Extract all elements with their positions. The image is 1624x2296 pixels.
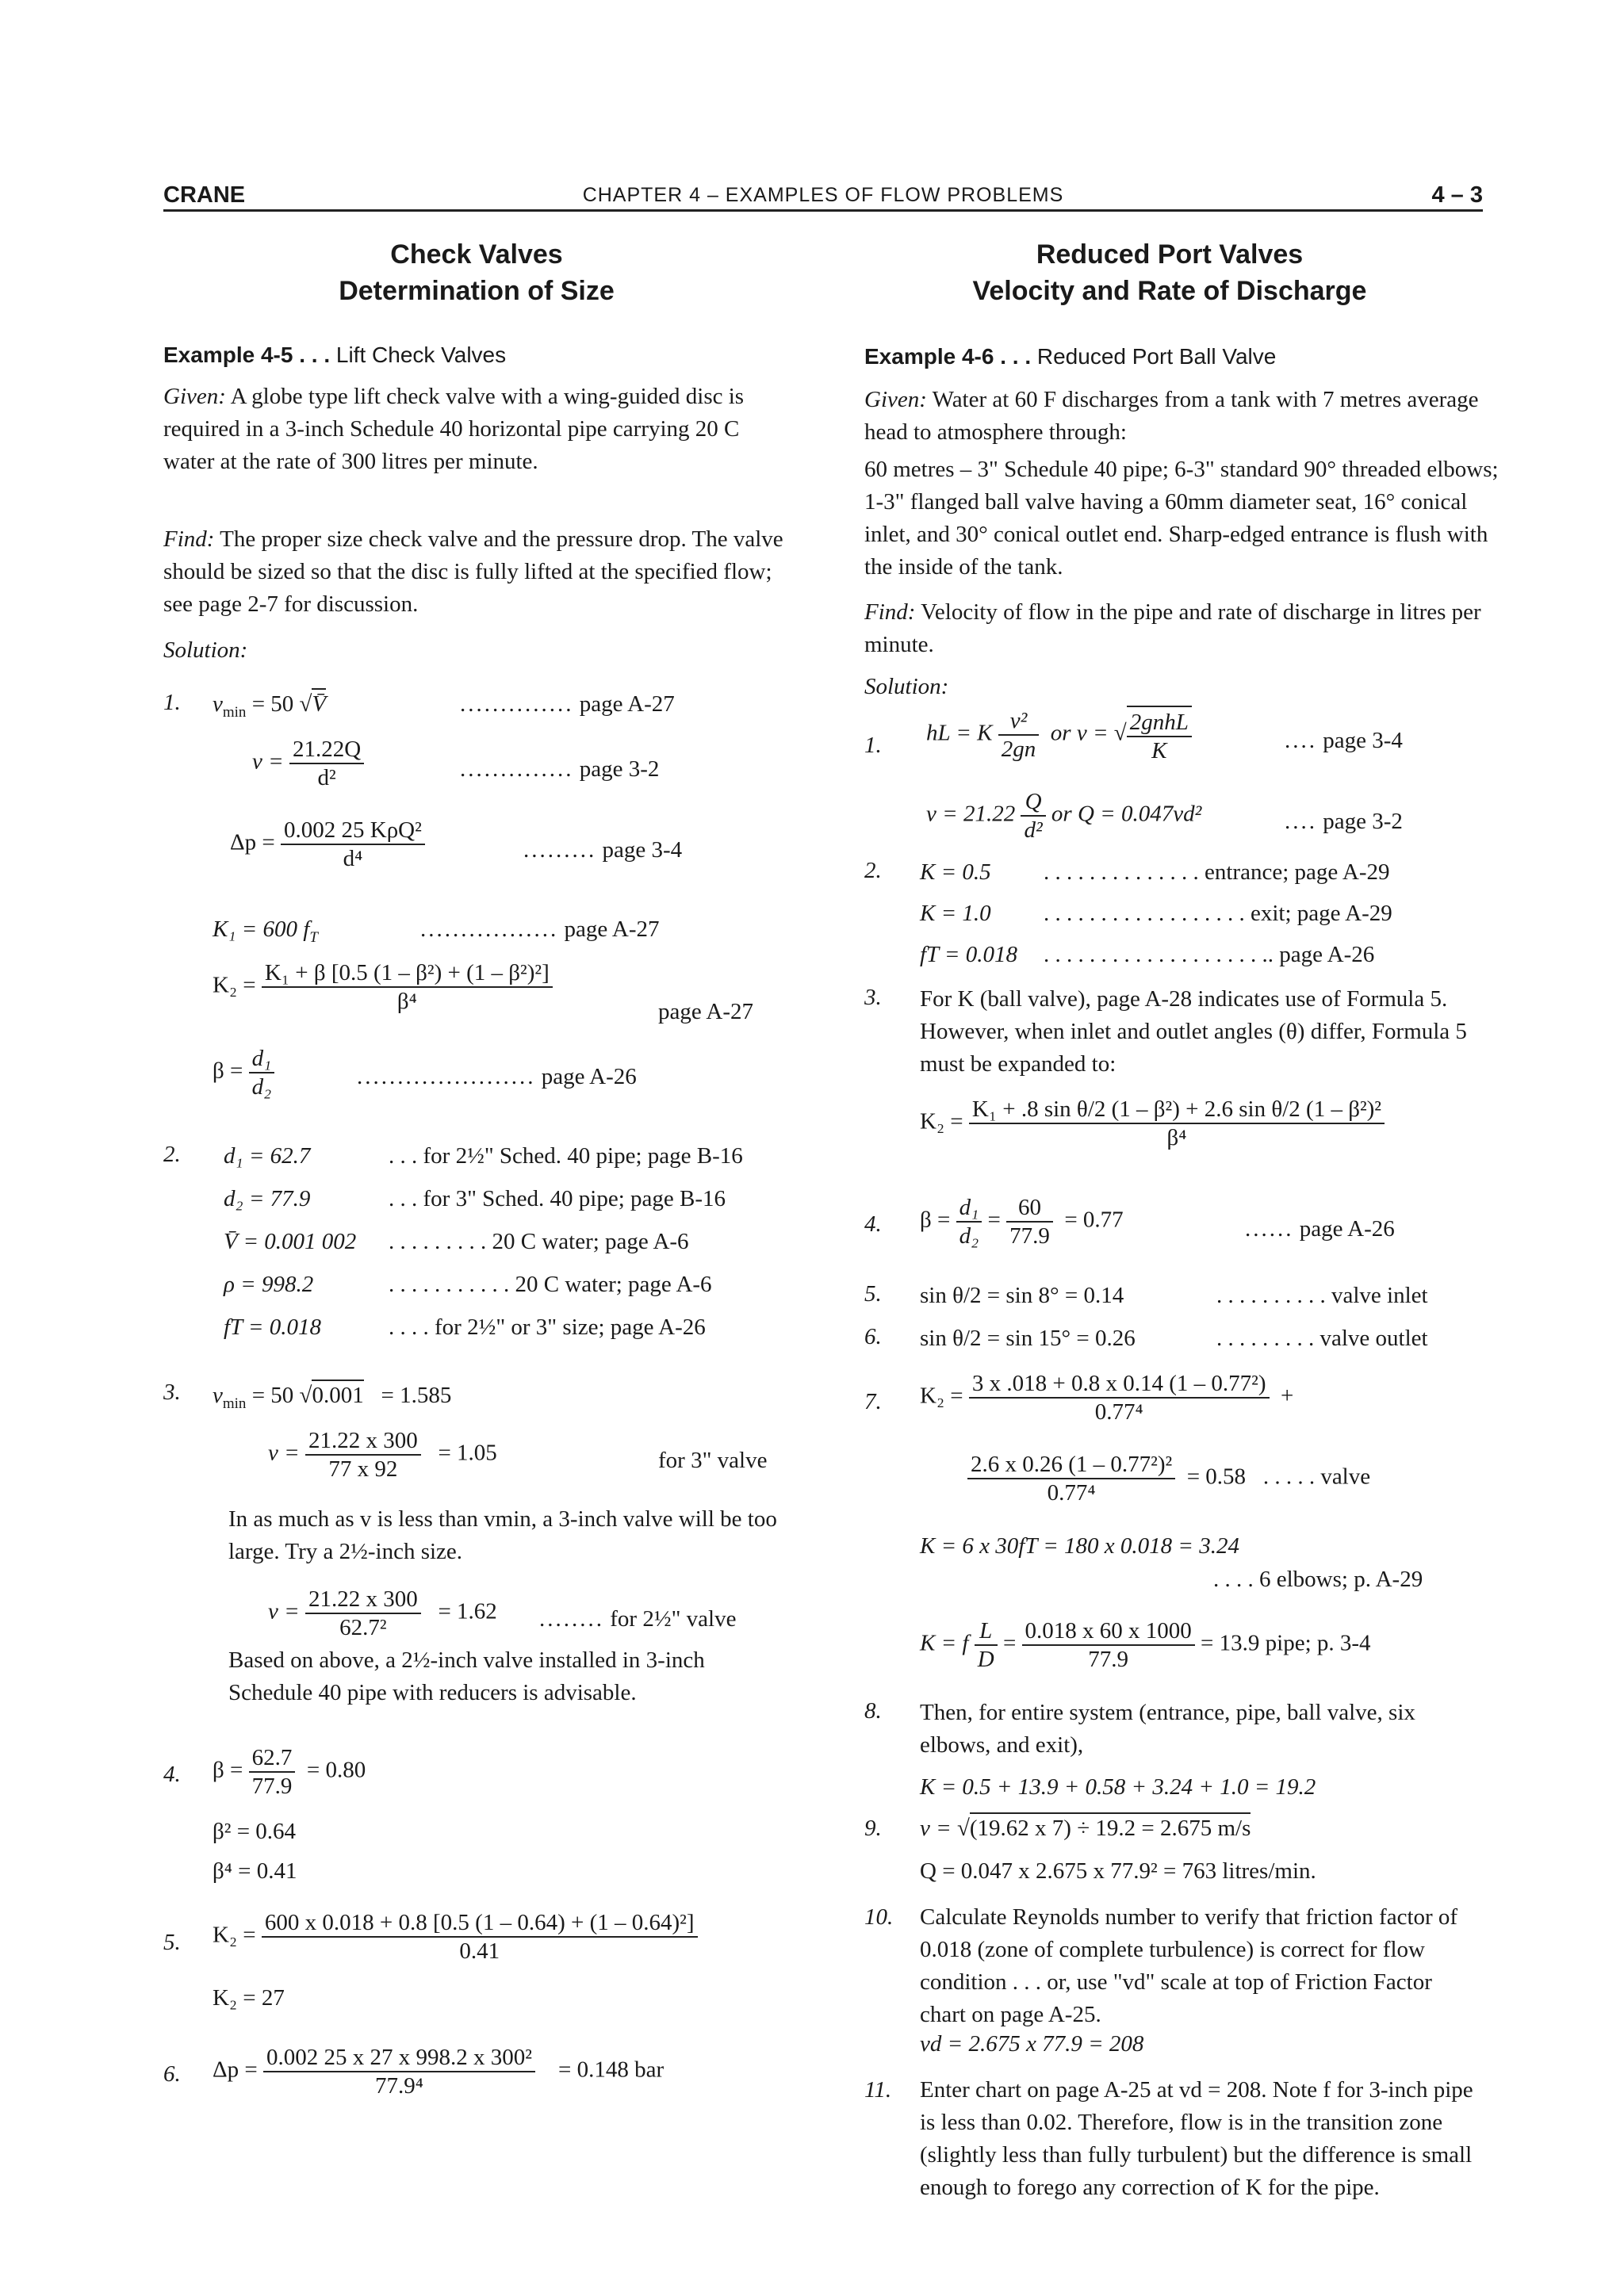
dp-num: 0.002 25 x 27 x 998.2 x 300²: [263, 2044, 535, 2072]
k-pipe: [920, 1617, 1371, 1673]
k2-num: K₁ + β [0.5 (1 – β²) + (1 – β²)²]: [262, 959, 553, 988]
left-title-line1: Check Valves: [390, 239, 563, 270]
v-result: = 1.05: [438, 1440, 497, 1466]
k-elbows: K = 6 x 30fT = 180 x 0.018 = 3.24: [920, 1533, 1239, 1559]
v-den: 62.7²: [339, 1615, 387, 1640]
sin-outlet: sin θ/2 = sin 15° = 0.26: [920, 1326, 1136, 1351]
step-number: 2.: [864, 858, 882, 883]
step-number: 3.: [864, 985, 882, 1010]
dp-ref: ......... page 3-4: [523, 837, 683, 863]
step-number: 7.: [864, 1389, 882, 1414]
pipe-num: 0.018 x 60 x 1000: [1022, 1617, 1195, 1646]
a-den: 0.77⁴: [1094, 1399, 1143, 1425]
dots: . . . . . . . . . . . . . .: [1044, 859, 1199, 885]
hl-ref: .... page 3-4: [1285, 728, 1403, 753]
publisher-name: CRANE: [163, 182, 246, 208]
step2-ref: [1044, 897, 1392, 929]
beta-result: = 0.77: [1064, 1207, 1124, 1233]
left-example-heading: [163, 339, 506, 371]
beta-den: 77.9: [251, 1774, 293, 1799]
k2-lhs: K₂ =: [213, 972, 256, 998]
step-number: 11.: [864, 2077, 892, 2103]
k2-eq: [213, 959, 553, 1015]
given-label: Given:: [864, 387, 927, 412]
beta-num: 62.7: [249, 1744, 296, 1773]
k-elbows-ref: . . . . 6 elbows; p. A-29: [1213, 1567, 1423, 1592]
ref-text: entrance; page A-29: [1205, 859, 1390, 885]
page-header: [163, 179, 1483, 212]
ball-valve-text: For K (ball valve), page A-28 indicates use of Formula 5. However, when inlet and outlet angles (θ) differ, Formula 5 must be expanded to:: [920, 986, 1467, 1077]
k2-lhs: K₂ =: [920, 1383, 963, 1409]
ref-text: exit; page A-29: [1251, 901, 1392, 926]
given-text: A globe type lift check valve with a wing-guided disc is required in a 3-inch Schedule 40 horizontal pipe carrying 20 C water at the rate of 300 litres per minute.: [163, 384, 745, 474]
step2-ref: [389, 1140, 743, 1172]
beta-fourth: β⁴ = 0.41: [213, 1858, 297, 1884]
vmin-calc: $v_{min} = 50$ √0.001 = 1.585: [213, 1380, 451, 1420]
given-label: Given:: [163, 384, 226, 409]
hl-den: 2gn: [1001, 737, 1036, 762]
beta-lhs: β =: [920, 1207, 951, 1233]
system-text: Then, for entire system (entrance, pipe, ball valve, six elbows, and exit),: [920, 1700, 1415, 1758]
k2-lhs: K₂ =: [213, 1922, 256, 1948]
ref-text: page 3-4: [602, 837, 683, 863]
left-section-title: [163, 236, 790, 309]
b-result: = 0.58: [1186, 1464, 1247, 1490]
dots: . . . .: [389, 1314, 429, 1340]
step-number: 9.: [864, 1816, 882, 1841]
sin-outlet-ref: [1216, 1322, 1428, 1354]
reynolds-text: Calculate Reynolds number to verify that friction factor of 0.018 (zone of complete turbulence) is correct for flow condition . . . or, use "vd" scale at top of Friction Factor chart on page A-25.: [920, 1904, 1458, 2027]
dp-calc: [213, 2044, 664, 2099]
dots: . . . . . . . . .: [389, 1229, 487, 1254]
v-lhs: v =: [268, 1440, 300, 1466]
vmin-ref: .............. page A-27: [460, 691, 675, 717]
hl-lhs: hL = K: [926, 720, 993, 746]
ref-text: for 3" Sched. 40 pipe; page B-16: [423, 1186, 726, 1211]
q-final: Q = 0.047 x 2.675 x 77.9² = 763 litres/min.: [920, 1858, 1316, 1884]
pipe-result: = 13.9 pipe; p. 3-4: [1201, 1630, 1371, 1656]
ref-text: 20 C water; page A-6: [492, 1229, 689, 1254]
v-calc-2half-ref: ........ for 2½" valve: [539, 1606, 737, 1632]
step-number: 5.: [163, 1930, 181, 1955]
beta-calc: [213, 1744, 366, 1800]
step-number: 6.: [864, 1324, 882, 1349]
dp-lhs: Δp =: [213, 2057, 258, 2083]
step2-value: K = 0.5: [920, 859, 991, 885]
a-num: 3 x .018 + 0.8 x 0.14 (1 – 0.77²): [969, 1370, 1270, 1399]
step-number: 5.: [864, 1281, 882, 1307]
step-number: 10.: [864, 1904, 894, 1930]
v-calc-3in-ref: for 3" valve: [658, 1448, 768, 1473]
k2-ref: page A-27: [658, 999, 753, 1024]
ld-den: D: [977, 1647, 994, 1672]
v-radicand: (19.62 x 7) ÷ 19.2 = 2.675 m/s: [970, 1812, 1251, 1841]
ref-text: page 3-2: [579, 756, 660, 782]
ref-text: page 3-2: [1323, 809, 1403, 834]
step2-value: fT = 0.018: [224, 1314, 321, 1340]
f1-den: d₂: [959, 1223, 979, 1249]
chart-entry-text: Enter chart on page A-25 at vd = 208. Note f for 3-inch pipe is less than 0.02. Therefore, flow is in the transition zone (slightly less than fully turbulent) but the difference is small enough to forego any correction of K for the pipe.: [920, 2077, 1473, 2200]
note-2half-advisable: Based on above, a 2½-inch valve installed in 3-inch Schedule 40 pipe with reducers is advisable.: [228, 1647, 705, 1705]
left-solution-label: Solution:: [163, 637, 248, 663]
chapter-title: CHAPTER 4 – EXAMPLES OF FLOW PROBLEMS: [582, 184, 1064, 206]
right-given: [864, 384, 1499, 449]
v-lhs: v =: [252, 748, 284, 775]
v-den: d²: [317, 765, 336, 790]
k2-valve-calc-b: [967, 1451, 1370, 1506]
beta-num: d₁: [249, 1045, 275, 1073]
step2-ref: [1044, 939, 1374, 970]
v-num: 21.22Q: [289, 736, 364, 764]
right-title-line1: Reduced Port Valves: [1036, 239, 1304, 270]
beta-lhs: β =: [213, 1058, 243, 1084]
step2-value: ρ = 998.2: [224, 1272, 314, 1297]
k2-den: β⁴: [1166, 1125, 1187, 1150]
hl-eq: hL = K $\frac{\text{v²}}{2gn}$ or v = √ $\frac{\text{2gnhL}}{K}$: [926, 706, 1192, 764]
find-label: Find:: [864, 599, 916, 625]
example-label: Example 4-6 . . .: [864, 344, 1032, 369]
beta-squared: β² = 0.64: [213, 1819, 297, 1844]
right-given-detail: 60 metres – 3" Schedule 40 pipe; 6-3" standard 90° threaded elbows; 1-3" flanged ball valve having a 60mm diameter seat, 16° conical inlet, and 30° conical outlet end. Sharp-edged entrance is flush with the inside of the tank.: [864, 457, 1499, 580]
k2-calc: [213, 1909, 698, 1965]
b-num: 2.6 x 0.26 (1 – 0.77²)²: [967, 1451, 1175, 1479]
dots: . . . . . . . . . . .: [389, 1272, 510, 1297]
q-eq: or Q = 0.047vd²: [1051, 801, 1202, 827]
dp-den: d⁴: [343, 846, 363, 871]
v-ref: .............. page 3-2: [460, 756, 660, 782]
vmin-expr: = 50: [251, 691, 294, 717]
v-lhs: v =: [920, 1816, 952, 1841]
vmin-radicand: V̄: [312, 688, 326, 717]
right-example-heading: [864, 341, 1276, 373]
ref-text: page A-27: [579, 691, 675, 717]
k2-den: 0.41: [459, 1938, 500, 1964]
hl-num: v²: [998, 707, 1040, 736]
v-q-ref: .... page 3-2: [1285, 809, 1403, 834]
dp-num: 0.002 25 KρQ²: [281, 817, 425, 845]
left-title-line2: Determination of Size: [339, 276, 615, 306]
page-number: 4 – 3: [1431, 182, 1483, 208]
example-label: Example 4-5 . . .: [163, 342, 331, 367]
ref-text: page A-27: [564, 916, 660, 942]
k2-num: 600 x 0.018 + 0.8 [0.5 (1 – 0.64) + (1 – 0.64)²]: [262, 1909, 698, 1938]
step-number: 4.: [163, 1762, 181, 1787]
dp-lhs: Δp =: [230, 829, 275, 855]
rad-num: 2gnhL: [1127, 709, 1192, 737]
dots: . . .: [389, 1186, 418, 1211]
ref-text: page A-26: [1299, 1216, 1395, 1242]
find-text: Velocity of flow in the pipe and rate of discharge in litres per minute.: [864, 599, 1481, 657]
step-number: 6.: [163, 2061, 181, 2087]
eq-sign: =: [1002, 1630, 1017, 1656]
ref-text: for 2½" Sched. 40 pipe; page B-16: [423, 1143, 743, 1169]
beta-lhs: β =: [213, 1757, 243, 1783]
pipe-lhs: K = f: [920, 1630, 969, 1656]
v-result: = 1.62: [438, 1598, 497, 1624]
vmin-calc-result: = 1.585: [381, 1383, 452, 1408]
step2-ref: [389, 1183, 726, 1215]
rad-den: K: [1151, 738, 1167, 763]
vd-calc: vd = 2.675 x 77.9 = 208: [920, 2031, 1144, 2057]
pipe-den: 77.9: [1088, 1647, 1129, 1672]
plus-sign: +: [1281, 1383, 1294, 1409]
v-lhs: v =: [268, 1598, 300, 1624]
right-title-line2: Velocity and Rate of Discharge: [972, 276, 1367, 306]
step2-value: V̄ = 0.001 002: [224, 1229, 357, 1254]
step2-ref: [1044, 856, 1390, 888]
step2-ref: [389, 1226, 689, 1257]
v-den: d²: [1024, 817, 1043, 843]
k2-num: K₁ + .8 sin θ/2 (1 – β²) + 2.6 sin θ/2 (1 – β²)²: [969, 1096, 1385, 1124]
dots: . . .: [389, 1143, 418, 1169]
step-number: 8.: [864, 1698, 882, 1724]
sin-inlet: sin θ/2 = sin 8° = 0.14: [920, 1283, 1124, 1308]
f2-num: 60: [1006, 1194, 1053, 1223]
k1-eq: [213, 913, 318, 954]
v-calc-2half: [268, 1586, 497, 1641]
ref-text: page A-26: [541, 1064, 637, 1089]
note-3in-too-large: In as much as v is less than vmin, a 3-inch valve will be too large. Try a 2½-inch size.: [228, 1506, 777, 1564]
step2-ref: [389, 1269, 712, 1300]
right-section-title: [856, 236, 1483, 309]
ref-text: valve outlet: [1320, 1326, 1428, 1351]
v-eq: [252, 736, 364, 791]
beta-den: d₂: [251, 1074, 272, 1100]
b-ref: . . . . . valve: [1262, 1464, 1371, 1490]
k2-lhs: K₂ =: [920, 1108, 963, 1135]
k1-sub: T: [309, 928, 318, 946]
vmin-eq: $v_{min} = 50$ √V̄: [213, 688, 326, 729]
beta-ref: ...................... page A-26: [357, 1064, 637, 1089]
v-num: Q: [1021, 788, 1045, 817]
k1-expr: K₁ = 600 f: [213, 916, 310, 942]
ref-text: for 2½" or 3" size; page A-26: [435, 1314, 706, 1340]
beta-ratio: β = $\frac{\text{d₁}}{\text{d₂}}$ = $\frac{60}{77.9}$ = 0.77: [920, 1195, 1124, 1249]
v-final: v = √(19.62 x 7) ÷ 19.2 = 2.675 m/s: [920, 1812, 1251, 1844]
step2-ref: [389, 1311, 706, 1343]
dots: . . . . . . . . . . . . . . . . . .: [1044, 901, 1245, 926]
find-label: Find:: [163, 526, 215, 552]
example-name: Reduced Port Ball Valve: [1036, 344, 1277, 369]
vmin-calc-radicand: 0.001: [312, 1380, 363, 1408]
k2-result: K₂ = 27: [213, 1985, 285, 2011]
right-solution-label: Solution:: [864, 674, 949, 699]
b-den: 0.77⁴: [1047, 1480, 1096, 1506]
k2-expanded-eq: [920, 1096, 1385, 1151]
vmin-sub: min: [222, 703, 247, 721]
step2-value: fT = 0.018: [920, 942, 1017, 967]
k-total: K = 0.5 + 13.9 + 0.58 + 3.24 + 1.0 = 19.2: [920, 1774, 1316, 1800]
k2-valve-calc-a: [920, 1370, 1293, 1425]
vmin-calc-eq: = 50: [251, 1383, 294, 1408]
find-text: The proper size check valve and the pressure drop. The valve should be sized so that the disc is fully lifted at the specified flow; see page 2-7 for discussion.: [163, 526, 783, 617]
step-number: 1.: [864, 733, 882, 758]
example-name: Lift Check Valves: [335, 342, 507, 367]
beta-result: = 0.80: [306, 1757, 366, 1783]
given-text: Water at 60 F discharges from a tank with 7 metres average head to atmosphere through:: [864, 387, 1479, 445]
step2-value: K = 1.0: [920, 901, 991, 926]
f2-den: 77.9: [1009, 1223, 1050, 1249]
dp-eq: [230, 817, 425, 872]
beta-ratio-ref: ...... page A-26: [1245, 1216, 1395, 1242]
dots: . . . . . . . . . .: [1216, 1283, 1326, 1308]
step2-value: d₁ = 62.7: [224, 1143, 311, 1169]
left-find: [163, 523, 790, 621]
dp-den: 77.9⁴: [375, 2073, 423, 2099]
dp-result: = 0.148 bar: [557, 2057, 665, 2083]
v-q-eq: [926, 788, 1201, 844]
dots: . . . . . . . . . . . . . . . . . . . ..: [1044, 942, 1274, 967]
v-num: 21.22 x 300: [305, 1427, 421, 1456]
sin-inlet-ref: [1216, 1280, 1428, 1311]
left-given: [163, 381, 790, 478]
ref-text: 20 C water; page A-6: [515, 1272, 712, 1297]
ref-text: for 2½" valve: [610, 1606, 737, 1632]
v-num: 21.22 x 300: [305, 1586, 421, 1614]
beta-eq: [213, 1045, 274, 1100]
v-lhs: v = 21.22: [926, 801, 1016, 827]
right-find: [864, 596, 1507, 661]
step-number: 3.: [163, 1380, 181, 1405]
v-den: 77 x 92: [328, 1456, 398, 1482]
k2-den: β⁴: [396, 989, 417, 1014]
step-number: 1.: [163, 690, 181, 715]
ref-text: valve inlet: [1331, 1283, 1428, 1308]
step2-value: d₂ = 77.9: [224, 1186, 311, 1211]
dots: . . . . . . . . .: [1216, 1326, 1315, 1351]
ld-num: L: [975, 1617, 998, 1646]
or-text: or v =: [1050, 720, 1109, 746]
ref-text: page 3-4: [1323, 728, 1403, 753]
step-number: 2.: [163, 1142, 181, 1167]
step-number: 4.: [864, 1211, 882, 1237]
vmin-symbol: v: [213, 691, 223, 717]
ref-text: page A-26: [1279, 942, 1375, 967]
f1-num: d₁: [956, 1194, 982, 1223]
k1-ref: ................. page A-27: [420, 916, 660, 942]
v-calc-3in: [268, 1427, 497, 1483]
